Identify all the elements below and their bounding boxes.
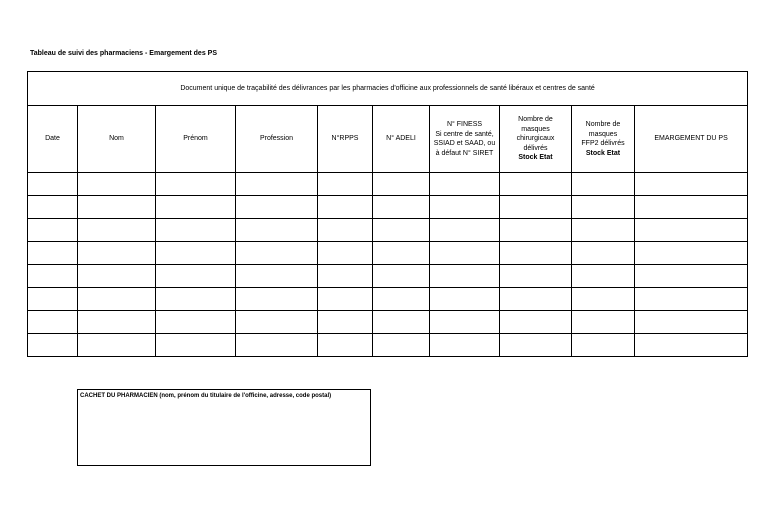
table-cell[interactable] (373, 334, 430, 357)
column-header (318, 106, 373, 173)
table-cell[interactable] (78, 242, 156, 265)
column-header-line: chirurgicaux (516, 135, 555, 143)
table-row (28, 311, 748, 334)
table-cell[interactable] (156, 219, 236, 242)
column-header (500, 106, 572, 173)
column-header-line: Si centre de santé, (435, 130, 494, 138)
table-cell[interactable] (500, 196, 572, 219)
table-cell[interactable] (572, 173, 635, 196)
table-cell[interactable] (318, 334, 373, 357)
column-header-line: SSIAD et SAAD, ou (433, 140, 496, 147)
table-cell[interactable] (318, 219, 373, 242)
pharmacist-stamp-box[interactable] (77, 389, 371, 466)
table-cell[interactable] (78, 311, 156, 334)
table-cell[interactable] (78, 265, 156, 288)
table-cell[interactable] (430, 288, 500, 311)
table-cell[interactable] (78, 173, 156, 196)
tracking-table (27, 71, 748, 357)
column-header (28, 106, 78, 173)
table-cell[interactable] (373, 265, 430, 288)
table-cell[interactable] (373, 173, 430, 196)
table-cell[interactable] (635, 173, 748, 196)
table-cell[interactable] (156, 334, 236, 357)
column-header (236, 106, 318, 173)
table-cell[interactable] (156, 196, 236, 219)
table-cell[interactable] (430, 265, 500, 288)
table-cell[interactable] (156, 265, 236, 288)
table-row (28, 242, 748, 265)
table-cell[interactable] (156, 311, 236, 334)
table-cell[interactable] (500, 334, 572, 357)
table-cell[interactable] (28, 288, 78, 311)
table-cell[interactable] (500, 288, 572, 311)
table-cell[interactable] (78, 219, 156, 242)
column-header-line: EMARGEMENT DU PS (654, 135, 728, 143)
table-cell[interactable] (78, 288, 156, 311)
table-cell[interactable] (28, 196, 78, 219)
table-cell[interactable] (28, 242, 78, 265)
column-header-line: masques (588, 130, 618, 138)
column-header-line: FFP2 délivrés (581, 140, 625, 147)
table-cell[interactable] (572, 334, 635, 357)
table-cell[interactable] (500, 265, 572, 288)
column-header-line: délivrés (523, 144, 548, 152)
table-cell[interactable] (430, 173, 500, 196)
document-title: Tableau de suivi des pharmaciens - Emargement des PS (30, 50, 217, 57)
table-cell[interactable] (28, 311, 78, 334)
table-cell[interactable] (430, 311, 500, 334)
column-header-line: N° ADELI (386, 135, 416, 143)
table-cell[interactable] (373, 242, 430, 265)
table-cell[interactable] (430, 334, 500, 357)
column-header (430, 106, 500, 173)
column-header-line: Date (45, 135, 60, 143)
table-cell[interactable] (635, 242, 748, 265)
table-cell[interactable] (28, 173, 78, 196)
table-row (28, 219, 748, 242)
table-cell[interactable] (236, 242, 318, 265)
column-header-line: Prénom (183, 135, 208, 143)
table-cell[interactable] (430, 196, 500, 219)
table-cell[interactable] (28, 265, 78, 288)
table-cell[interactable] (572, 219, 635, 242)
table-cell[interactable] (572, 311, 635, 334)
table-cell[interactable] (635, 334, 748, 357)
table-cell[interactable] (236, 173, 318, 196)
table-cell[interactable] (572, 288, 635, 311)
table-cell[interactable] (373, 196, 430, 219)
table-cell[interactable] (373, 219, 430, 242)
table-cell[interactable] (572, 196, 635, 219)
table-cell[interactable] (500, 219, 572, 242)
table-cell[interactable] (236, 288, 318, 311)
column-header (373, 106, 430, 173)
table-cell[interactable] (635, 311, 748, 334)
column-header-line: à défaut N° SIRET (435, 149, 494, 157)
column-header (572, 106, 635, 173)
table-cell[interactable] (318, 265, 373, 288)
column-header-line: Nombre de (518, 116, 553, 124)
table-row (28, 265, 748, 288)
table-cell[interactable] (635, 288, 748, 311)
table-cell[interactable] (236, 265, 318, 288)
table-cell[interactable] (635, 219, 748, 242)
table-cell[interactable] (318, 311, 373, 334)
table-cell[interactable] (318, 288, 373, 311)
column-header-stock-label: Stock Etat (585, 149, 621, 157)
column-header-line: masques (521, 125, 550, 133)
table-cell[interactable] (430, 219, 500, 242)
table-row (28, 334, 748, 357)
stamp-label: CACHET DU PHARMACIEN (nom, prénom du titulaire de l'officine, adresse, code postal) (80, 393, 332, 399)
table-cell[interactable] (156, 288, 236, 311)
table-cell[interactable] (430, 242, 500, 265)
table-cell[interactable] (236, 196, 318, 219)
column-header-line: Nom (109, 135, 124, 143)
table-cell[interactable] (78, 334, 156, 357)
table-cell[interactable] (318, 196, 373, 219)
table-cell[interactable] (635, 265, 748, 288)
column-header-line: Nombre de (585, 121, 621, 128)
table-cell[interactable] (236, 311, 318, 334)
column-header (78, 106, 156, 173)
column-header (635, 106, 748, 173)
table-cell[interactable] (156, 242, 236, 265)
table-cell[interactable] (236, 219, 318, 242)
table-row (28, 288, 748, 311)
table-cell[interactable] (500, 311, 572, 334)
table-row (28, 173, 748, 196)
table-cell[interactable] (236, 334, 318, 357)
column-header-line: N° FINESS (446, 121, 483, 128)
table-cell[interactable] (156, 173, 236, 196)
column-header-stock-label: Stock Etat (518, 154, 553, 162)
table-cell[interactable] (635, 196, 748, 219)
column-header-line: Profession (259, 135, 294, 143)
table-cell[interactable] (318, 173, 373, 196)
table-cell[interactable] (373, 311, 430, 334)
table-cell[interactable] (78, 196, 156, 219)
column-header (156, 106, 236, 173)
table-cell[interactable] (500, 173, 572, 196)
table-cell[interactable] (318, 242, 373, 265)
table-cell[interactable] (500, 242, 572, 265)
table-cell[interactable] (572, 265, 635, 288)
table-cell[interactable] (572, 242, 635, 265)
table-caption: Document unique de traçabilité des délivrances par les pharmacies d'officine aux professionnels de santé libéraux et centres de santé (28, 72, 748, 106)
table-cell[interactable] (28, 219, 78, 242)
table-row (28, 196, 748, 219)
column-header-line: N°RPPS (331, 135, 359, 143)
table-cell[interactable] (373, 288, 430, 311)
table-cell[interactable] (28, 334, 78, 357)
